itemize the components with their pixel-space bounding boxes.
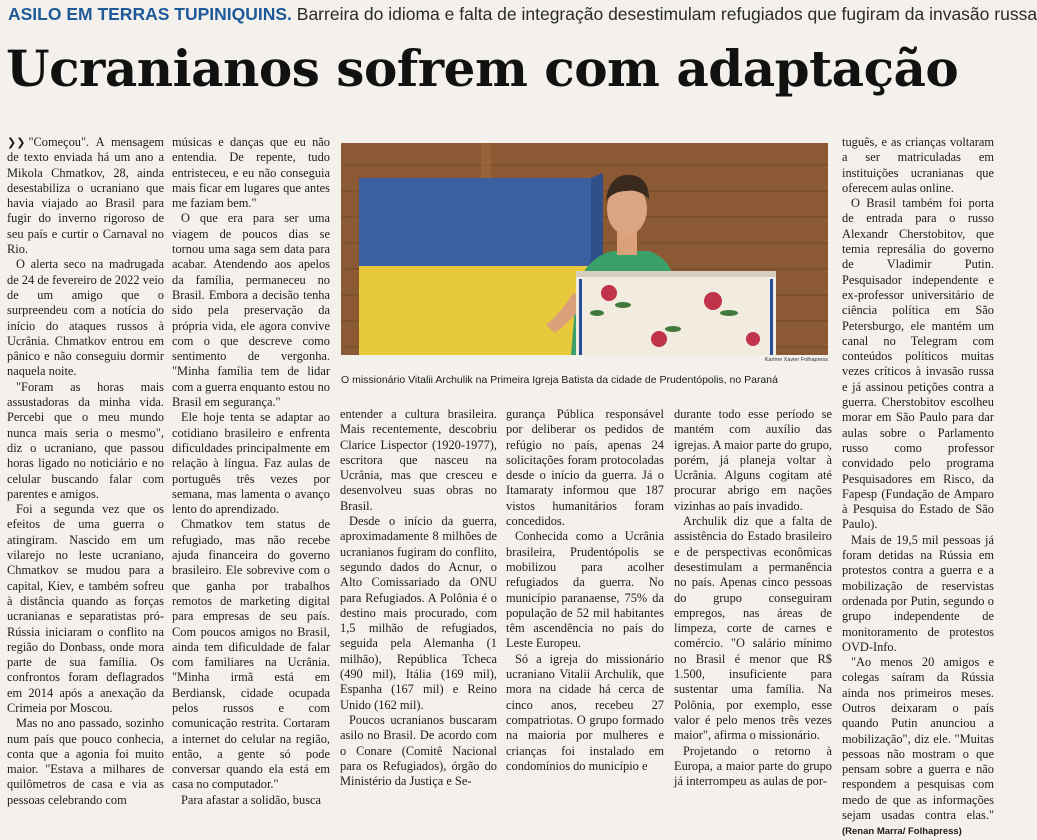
- article-column-2: [172, 135, 330, 807]
- paragraph: "Foram as horas mais assustadoras da minha vida. Percebi que o meu mundo nunca mais seria o mesmo", diz o ucraniano, que passou horas ligado no noticiário e no celular buscando falar com parentes e amigos.: [7, 379, 164, 501]
- kicker: [8, 3, 1037, 25]
- article-column-6: [842, 135, 994, 838]
- paragraph: Só a igreja do missionário ucraniano Vitalii Archulik, que mora na cidade há cerca de cinco anos, recebeu 27 compatriotas. O grupo formado na maioria por mulheres e crianças foi instalado em condomínios do município e: [506, 651, 664, 773]
- section-tag: ASILO EM TERRAS TUPINIQUINS.: [8, 4, 292, 24]
- headline: Ucranianos sofrem com adaptação: [6, 39, 959, 98]
- paragraph: O alerta seco na madrugada de 24 de fevereiro de 2022 veio de um amigo que o surpreendeu com a notícia do início do ataques russos à Ucrânia. Chmatkov entrou em pânico e não conseguiu dormir naquela noite.: [7, 257, 164, 379]
- paragraph: O Brasil também foi porta de entrada para o russo Alexandr Cherstobitov, que temia represália do governo de Vladimir Putin. Pesquisador independente e ex-professor universitário de ciência política em São Petersburgo, ele mantém um canal no Telegram com conteúdos políticos muitas vezes críticos à invasão russa e já assinou petições contra a guerra. Cherstobitov escolheu morar em São Paulo para dar aulas sobre o Parlamento russo como professor convidado pelo programa Pesquisadores em Risco, da Fapesp (Fundação de Amparo à Pesquisa do Estado de São Paulo).: [842, 196, 994, 532]
- paragraph: "Ao menos 20 amigos e colegas saíram da Rússia ainda nos primeiros meses. Outros deixaram o país quando Putin anunciou a mobilização", diz ele. "Muitas pessoas não mostram o que pensam sobre a guerra e não respondem a pesquisas com medo de que as informações sejam usadas contra elas." (Renan Marra/ Folhapress): [842, 655, 994, 838]
- article-column-3: [340, 407, 497, 789]
- paragraph: Foi a segunda vez que os efeitos de uma guerra o atingiram. Nascido em um vilarejo no leste ucraniano, Chmatkov se mudou para a capital, Kiev, e também sofreu à distância quando as forças ucranianas e separatistas pró-Rússia iniciaram o conflito na região do Donbass, onde mora parte de sua família. Os confrontos foram deflagrados em 2014 após a anexação da Crimeia por Moscou.: [7, 502, 164, 715]
- photo-missionary: [341, 143, 828, 355]
- byline: (Renan Marra/ Folhapress): [842, 826, 962, 838]
- subtitle: Barreira do idioma e falta de integração desestimulam refugiados que fugiram da invasão russa: [296, 4, 1037, 24]
- paragraph: Projetando o retorno à Europa, a maior parte do grupo já interrompeu as aulas de por-: [674, 743, 832, 789]
- paragraph: tuguês, e as crianças voltaram a ser matriculadas em instituições ucranianas que oferecem aulas online.: [842, 135, 994, 195]
- paragraph: gurança Pública responsável por deliberar os pedidos de refúgio no país, apenas 24 solicitações foram protocoladas desde o início da guerra. Já o Itamaraty informou que 187 vistos humanitários foram concedidos.: [506, 407, 664, 529]
- paragraph: Mas no ano passado, sozinho num país que pouco conhecia, conta que a agonia foi muito maior. "Estava a milhares de quilômetros de casa e via as pessoas celebrando com: [7, 716, 164, 807]
- paragraph: Chmatkov tem status de refugiado, mas não recebe ajuda financeira do governo brasileiro. Ele sobrevive com o que ganha por trabalhos remotos de marketing digital para empresas de seu país. Com poucos amigos no Brasil, ainda tem dificuldade de falar com familiares na Ucrânia. "Minha irmã está em Berdiansk, cidade ocupada pelos russos e com comunicação restrita. Cortaram a internet do celular na região, então, a gente só pode conversar quando ela está em casa no computador.": [172, 517, 330, 792]
- paragraph: durante todo esse período se mantém com auxílio das igrejas. A maior parte do grupo, porém, já planeja voltar à Ucrânia. Alguns cogitam até procurar abrigo em nações vizinhas ao país invadido.: [674, 407, 832, 513]
- photo-credit: Karime Xavier Folhapress: [764, 357, 828, 363]
- paragraph: Mais de 19,5 mil pessoas já foram detidas na Rússia em protestos contra a guerra e a mobilização de reservistas ordenada por Putin, segundo o grupo independente de monitoramento de protestos OVD-Info.: [842, 532, 994, 654]
- article-column-1: [7, 135, 164, 807]
- paragraph: Para afastar a solidão, busca: [181, 792, 322, 807]
- article-column-4: [506, 407, 664, 773]
- paragraph: ❯❯ "Começou". A mensagem de texto enviada há um ano a Mikola Chmatkov, 28, ainda desestabiliza o ucraniano que havia viajado ao Brasil para fugir do inverno rigoroso de seu país e curtir o Carnaval no Rio.: [7, 135, 164, 257]
- paragraph: músicas e danças que eu não entendia. De repente, tudo entristeceu, e eu não conseguia mais ficar em lugares que antes me faziam bem.": [172, 135, 330, 211]
- lead-marker-icon: ❯❯: [7, 136, 26, 149]
- article-column-5: [674, 407, 832, 789]
- paragraph: Desde o início da guerra, aproximadamente 8 milhões de ucranianos fugiram do conflito, segundo dados do Acnur, o Alto Comissariado da ONU para Refugiados. A Polônia é o destino mais procurado, com 1,5 milhão de refugiados, seguida pela Alemanha (1 milhão), República Tcheca (490 mil), Itália (169 mil), Espanha (167 mil) e Reino Unido (162 mil).: [340, 514, 497, 712]
- paragraph: Archulik diz que a falta de assistência do Estado brasileiro e de perspectivas econômicas desestimulam a permanência no país. Apenas cinco pessoas do grupo conseguiram empregos, nas áreas de limpeza, corte de carnes e comércio. "O salário mínimo no Brasil é menor que R$ 1.500, insuficiente para sustentar uma família. Na Polônia, por exemplo, esse valor é pelo menos três vezes maior", afirma o missionário.: [674, 514, 832, 743]
- photo-caption: O missionário Vitalii Archulik na Primeira Igreja Batista da cidade de Prudentópolis, no Paraná: [341, 374, 778, 386]
- paragraph: entender a cultura brasileira. Mais recentemente, descobriu Clarice Lispector (1920-1977), escritora que nasceu na Ucrânia, mas que cresceu e desenvolveu suas obras no Brasil.: [340, 407, 497, 513]
- paragraph: Conhecida como a Ucrânia brasileira, Prudentópolis se mobilizou para acolher refugiados da guerra. No município paranaense, 75% da população de 52 mil habitantes têm ascendência no país do Leste Europeu.: [506, 529, 664, 651]
- paragraph: Poucos ucranianos buscaram asilo no Brasil. De acordo com o Conare (Comitê Nacional para os Refugiados), órgão do Ministério da Justiça e Se-: [340, 712, 497, 789]
- paragraph: Ele hoje tenta se adaptar ao cotidiano brasileiro e enfrenta dificuldades principalmente em relação à língua. Faz aulas de português três vezes por semana, mas lamenta o avanço lento do aprendizado.: [172, 410, 330, 517]
- paragraph: O que era para ser uma viagem de poucos dias se tornou uma saga sem data para acabar. Atendendo aos apelos da família, permaneceu no Brasil. Embora a decisão tenha sido pela preservação da própria vida, ele agora convive com o que descreve como sentimento de vergonha. "Minha família tem de lidar com a guerra enquanto estou no Brasil em segurança.": [172, 211, 330, 410]
